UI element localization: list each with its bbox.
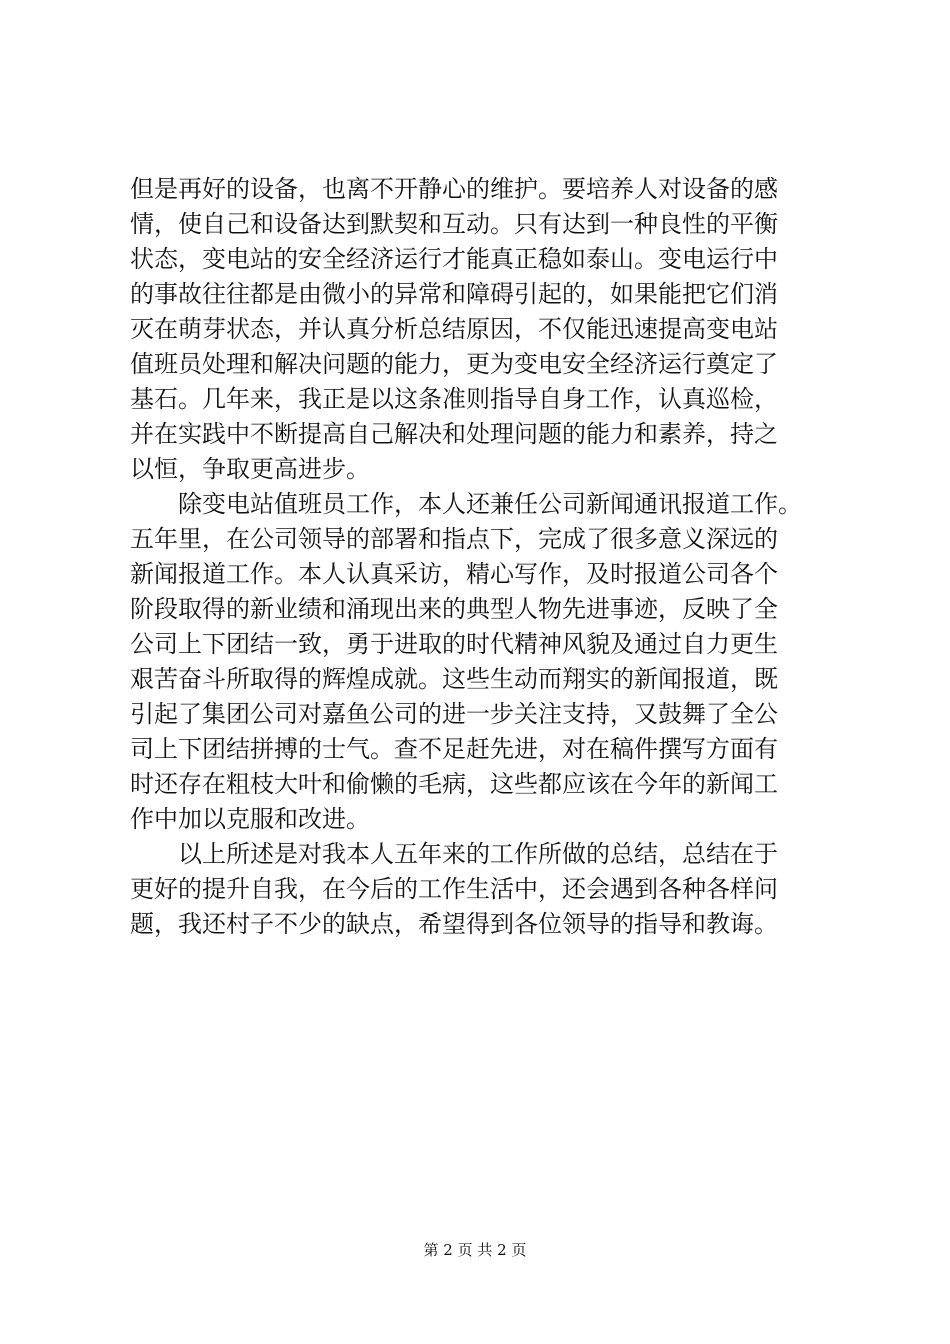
paragraph-line: 灭在萌芽状态，并认真分析总结原因，不仅能迅速提高变电站 xyxy=(130,315,778,343)
page-footer xyxy=(0,1240,950,1260)
paragraph-line: 时还存在粗枝大叶和偷懒的毛病，这些都应该在今年的新闻工 xyxy=(130,770,778,798)
paragraph-line: 更好的提升自我，在今后的工作生活中，还会遇到各种各样问 xyxy=(130,875,778,903)
paragraph-3 xyxy=(130,837,830,942)
paragraph-2 xyxy=(130,487,830,837)
document-body xyxy=(130,172,830,942)
paragraph-line: 公司上下团结一致，勇于进取的时代精神风貌及通过自力更生 xyxy=(130,630,778,658)
paragraph-line: 新闻报道工作。本人认真采访，精心写作，及时报道公司各个 xyxy=(130,560,778,588)
paragraph-line: 五年里，在公司领导的部署和指点下，完成了很多意义深远的 xyxy=(130,525,778,553)
paragraph-line: 艰苦奋斗所取得的辉煌成就。这些生动而翔实的新闻报道，既 xyxy=(130,665,778,693)
paragraph-line: 除变电站值班员工作，本人还兼任公司新闻通讯报道工作。 xyxy=(178,490,802,518)
page-number-label: 第 2 页 共 2 页 xyxy=(423,1241,527,1259)
paragraph-line: 以恒，争取更高进步。 xyxy=(130,455,370,483)
paragraph-line: 情，使自己和设备达到默契和互动。只有达到一种良性的平衡 xyxy=(130,210,778,238)
paragraph-line: 但是再好的设备，也离不开静心的维护。要培养人对设备的感 xyxy=(130,175,778,203)
paragraph-line: 基石。几年来，我正是以这条准则指导自身工作，认真巡检， xyxy=(130,385,778,413)
paragraph-line: 题，我还村子不少的缺点，希望得到各位领导的指导和教诲。 xyxy=(130,910,778,938)
paragraph-line: 值班员处理和解决问题的能力，更为变电安全经济运行奠定了 xyxy=(130,350,778,378)
paragraph-line: 状态，变电站的安全经济运行才能真正稳如泰山。变电运行中 xyxy=(130,245,778,273)
paragraph-line: 并在实践中不断提高自己解决和处理问题的能力和素养，持之 xyxy=(130,420,778,448)
paragraph-1 xyxy=(130,172,830,487)
paragraph-line: 作中加以克服和改进。 xyxy=(130,805,370,833)
paragraph-line: 的事故往往都是由微小的异常和障碍引起的，如果能把它们消 xyxy=(130,280,778,308)
paragraph-line: 司上下团结拼搏的士气。查不足赶先进，对在稿件撰写方面有 xyxy=(130,735,778,763)
paragraph-line: 阶段取得的新业绩和涌现出来的典型人物先进事迹，反映了全 xyxy=(130,595,778,623)
paragraph-line: 引起了集团公司对嘉鱼公司的进一步关注支持，又鼓舞了全公 xyxy=(130,700,778,728)
paragraph-line: 以上所述是对我本人五年来的工作所做的总结，总结在于 xyxy=(178,840,778,868)
